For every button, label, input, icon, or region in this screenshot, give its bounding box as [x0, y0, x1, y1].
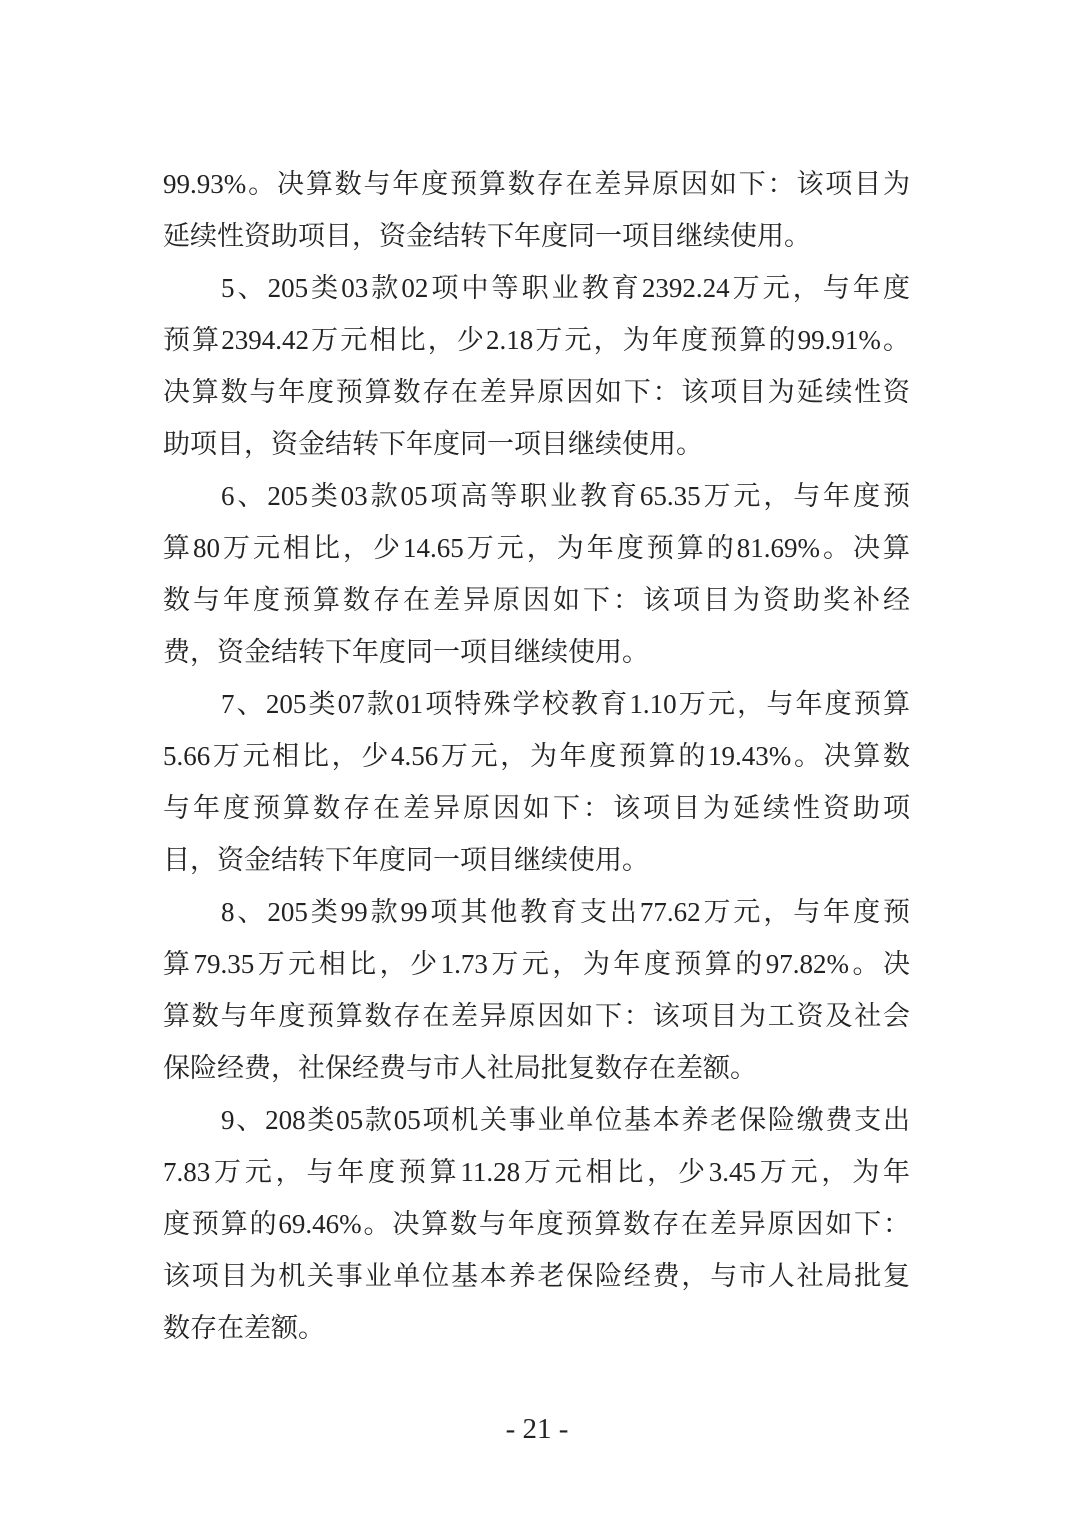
text-line: 延续性资助项目，资金结转下年度同一项目继续使用。 [163, 221, 811, 251]
text-line: 与年度预算数存在差异原因如下：该项目为延续性资助项 [163, 793, 910, 823]
text-line: 7、205类07款01项特殊学校教育1.10万元，与年度预算 [221, 689, 910, 719]
paragraph [163, 886, 910, 1094]
text-line: 算80万元相比，少14.65万元，为年度预算的81.69%。决算 [163, 533, 910, 563]
paragraph [163, 678, 910, 886]
page-number: - 21 - [505, 1413, 569, 1445]
paragraph [163, 470, 910, 678]
text-line: 保险经费，社保经费与市人社局批复数存在差额。 [163, 1053, 757, 1083]
text-line: 该项目为机关事业单位基本养老保险经费，与市人社局批复 [163, 1261, 910, 1291]
paragraph [163, 262, 910, 470]
text-line: 8、205类99款99项其他教育支出77.62万元，与年度预 [221, 897, 910, 927]
document-text-block [163, 158, 910, 1354]
text-line: 99.93%。决算数与年度预算数存在差异原因如下：该项目为 [163, 169, 910, 199]
text-line: 算79.35万元相比，少1.73万元，为年度预算的97.82%。决 [163, 949, 910, 979]
text-line: 数存在差额。 [163, 1313, 325, 1343]
text-line: 算数与年度预算数存在差异原因如下：该项目为工资及社会 [163, 1001, 910, 1031]
text-line: 决算数与年度预算数存在差异原因如下：该项目为延续性资 [163, 377, 910, 407]
text-line: 7.83万元，与年度预算11.28万元相比，少3.45万元，为年 [163, 1157, 910, 1187]
text-line: 预算2394.42万元相比，少2.18万元，为年度预算的99.91%。 [163, 325, 910, 355]
text-line: 助项目，资金结转下年度同一项目继续使用。 [163, 429, 703, 459]
text-line: 度预算的69.46%。决算数与年度预算数存在差异原因如下： [163, 1209, 910, 1239]
text-line: 5.66万元相比，少4.56万元，为年度预算的19.43%。决算数 [163, 741, 910, 771]
text-line: 目，资金结转下年度同一项目继续使用。 [163, 845, 649, 875]
text-line: 6、205类03款05项高等职业教育65.35万元，与年度预 [221, 481, 910, 511]
paragraph [163, 158, 910, 262]
text-line: 5、205类03款02项中等职业教育2392.24万元，与年度 [221, 273, 910, 303]
text-line: 数与年度预算数存在差异原因如下：该项目为资助奖补经 [163, 585, 910, 615]
text-line: 9、208类05款05项机关事业单位基本养老保险缴费支出 [221, 1105, 910, 1135]
text-line: 费，资金结转下年度同一项目继续使用。 [163, 637, 649, 667]
paragraph [163, 1094, 910, 1354]
